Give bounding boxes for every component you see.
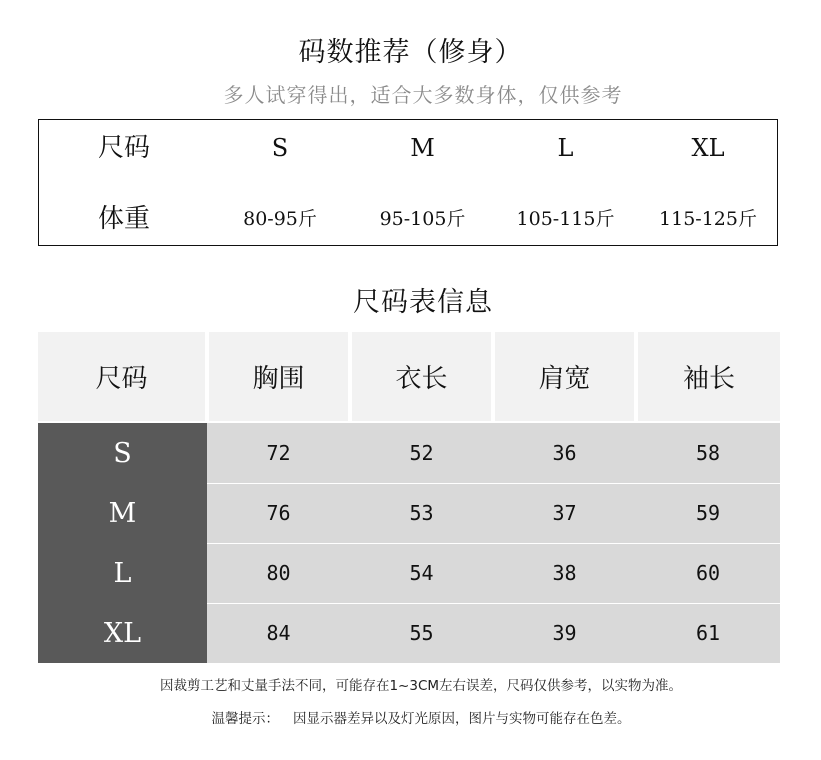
weight-range: 80-95斤 [243, 208, 317, 230]
table-header-row [38, 332, 780, 421]
recommended-size: XL [691, 134, 725, 162]
chest-value: 72 [207, 423, 350, 483]
weight-row-label: 体重 [97, 204, 150, 234]
header-shoulder: 肩宽 [495, 332, 634, 421]
weight-range: 95-105斤 [379, 208, 466, 230]
table-row [38, 483, 780, 543]
row-size-cell: XL [38, 603, 207, 663]
measurement-note: 因裁剪工艺和丈量手法不同，可能存在1~3CM左右误差，尺码仅供参考，以实物为准。 [159, 678, 683, 694]
table-row [38, 423, 780, 483]
row-divider [207, 543, 780, 544]
row-size-cell: M [38, 483, 207, 543]
length-value: 52 [350, 423, 493, 483]
recommended-size: S [271, 134, 289, 162]
table-row [38, 603, 780, 663]
chest-value: 76 [207, 483, 350, 543]
size-recommendation-box [38, 119, 778, 246]
weight-range: 115-125斤 [659, 208, 757, 230]
shoulder-value: 37 [493, 483, 636, 543]
size-row-label: 尺码 [97, 133, 150, 163]
header-length: 衣长 [352, 332, 491, 421]
recommended-size: M [410, 134, 435, 162]
length-value: 53 [350, 483, 493, 543]
shoulder-value: 36 [493, 423, 636, 483]
sleeve-value: 59 [636, 483, 780, 543]
page-title: 码数推荐（修身） [298, 37, 523, 68]
chest-value: 80 [207, 543, 350, 603]
sleeve-value: 58 [636, 423, 780, 483]
header-chest: 胸围 [209, 332, 348, 421]
shoulder-value: 38 [493, 543, 636, 603]
header-sleeve: 袖长 [638, 332, 780, 421]
recommendation-size-row [39, 128, 777, 168]
header-size: 尺码 [38, 332, 205, 421]
row-size-cell: L [38, 543, 207, 603]
sleeve-value: 61 [636, 603, 780, 663]
row-divider [207, 483, 780, 484]
recommendation-weight-row [39, 199, 777, 239]
page-subtitle: 多人试穿得出，适合大多数身体，仅供参考 [223, 83, 623, 107]
note-text: 因显示器差异以及灯光原因，图片与实物可能存在色差。 [293, 711, 631, 727]
sleeve-value: 60 [636, 543, 780, 603]
recommended-size: L [557, 134, 574, 162]
shoulder-value: 39 [493, 603, 636, 663]
table-row [38, 543, 780, 603]
chest-value: 84 [207, 603, 350, 663]
note-prefix: 温馨提示： [211, 711, 279, 727]
length-value: 55 [350, 603, 493, 663]
color-difference-note [0, 707, 821, 727]
row-size-cell: S [38, 423, 207, 483]
size-chart-title: 尺码表信息 [353, 287, 493, 318]
weight-range: 105-115斤 [516, 208, 615, 230]
row-divider [207, 603, 780, 604]
length-value: 54 [350, 543, 493, 603]
